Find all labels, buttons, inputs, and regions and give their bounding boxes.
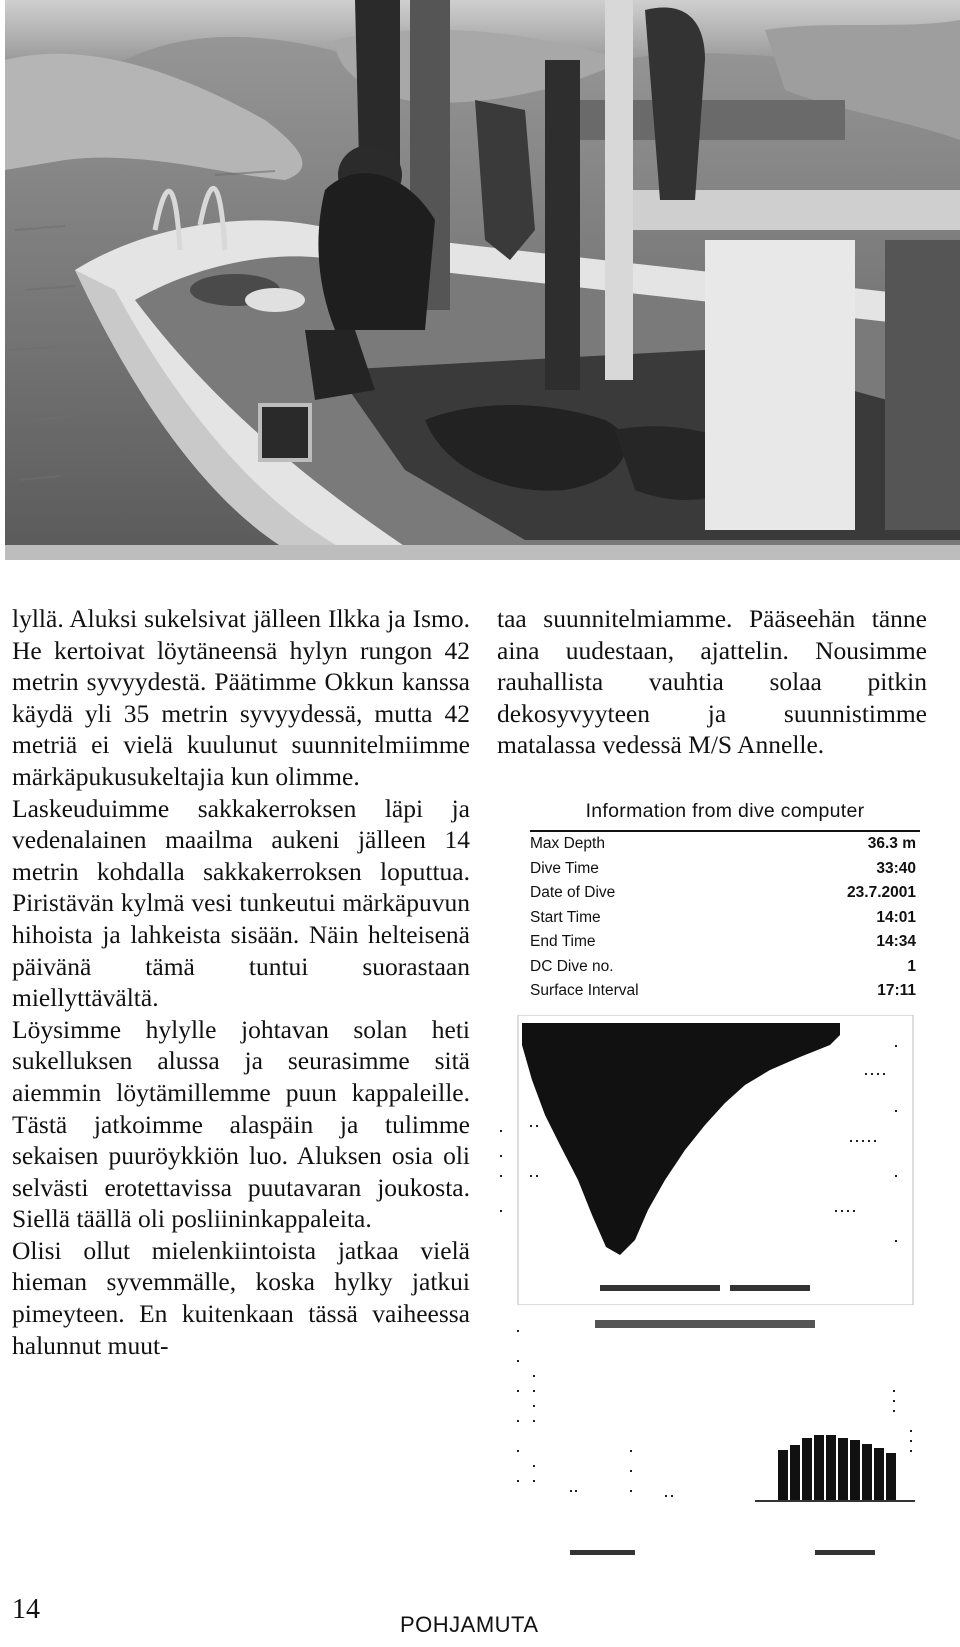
dive-stat-row [530,881,916,906]
dive-stat-value: 14:34 [876,933,916,950]
dive-stat-label: Max Depth [530,835,605,852]
dive-stat-label: End Time [530,933,596,950]
article-column-left [12,603,470,1361]
dive-stat-label: DC Dive no. [530,957,614,975]
dive-stat-row [530,857,916,882]
article-column-right [497,603,927,761]
paragraph: Löysimme hylylle johtavan solan heti sukelluksen alussa ja seurasimme sitä aiemmin löytämillemme puun kappaleille. Tästä jatkoimme alaspäin ja tulimme sekaisen puuröykkiön luo. Aluksen osia oli selvästi erotettavissa puutavaran joukosta. Siellä täällä oli posliininkappaleita. [12,1014,470,1234]
dive-computer-heading: Information from dive computer [530,800,920,832]
page-number: 14 [12,1594,40,1625]
dive-stat-row [530,979,916,1004]
dive-stat-row [530,930,916,955]
dive-stat-value: 17:11 [877,982,916,999]
dive-stat-row [530,906,916,931]
paragraph: Olisi ollut mielenkiintoista jatkaa vielä hieman syvemmälle, koska hylky jatkui pimeyteen. En kuitenkaan tässä vaiheessa halunnut muut- [12,1235,470,1360]
dive-stat-value: 14:01 [876,908,916,926]
dive-stat-label: Date of Dive [530,884,616,901]
paragraph: lyllä. Aluksi sukelsivat jälleen Ilkka ja Ismo. He kertoivat löytäneensä hylyn rungon 42 metrin syvyydestä. Päätimme Okkun kanssa käydä yli 35 metrin syvyydessä, mutta 42 metriä ei vielä kuulunut suunnitelmiimme märkäpukusukeltajia kun olimme. [12,604,470,791]
tissue-saturation-graph [515,1320,930,1565]
paragraph: Laskeuduimme sakkakerroksen läpi ja vedenalainen maailma aukeni jälleen 14 metrin kohdalla sakkakerroksen loputtua. Piristävän kylmä vesi tunkeutui märkäpuvun hihoista ja lahkeista sisään. Näin helteisenä päivänä tämä tuntui suorastaan miellyttävältä. [12,793,470,1013]
dive-profile-graph [500,1015,930,1305]
dive-stat-value: 36.3 m [867,835,916,852]
dive-stat-value: 1 [907,957,916,975]
dive-computer-table [530,832,916,1004]
dive-stat-value: 33:40 [876,859,916,877]
dive-stat-value: 23.7.2001 [847,884,916,901]
dive-stat-label: Start Time [530,908,601,926]
magazine-name: POHJAMUTA [400,1612,539,1637]
dive-stat-label: Surface Interval [530,982,639,999]
boat-photo [5,0,960,560]
dive-stat-label: Dive Time [530,859,599,877]
dive-stat-row [530,832,916,857]
dive-stat-row [530,955,916,980]
paragraph: taa suunnitelmiamme. Pääseehän tänne aina uudestaan, ajattelin. Nousimme rauhallista vauhtia solaa pitkin dekosyvyyteen ja suunnistimme matalassa vedessä M/S Annelle. [497,604,927,760]
